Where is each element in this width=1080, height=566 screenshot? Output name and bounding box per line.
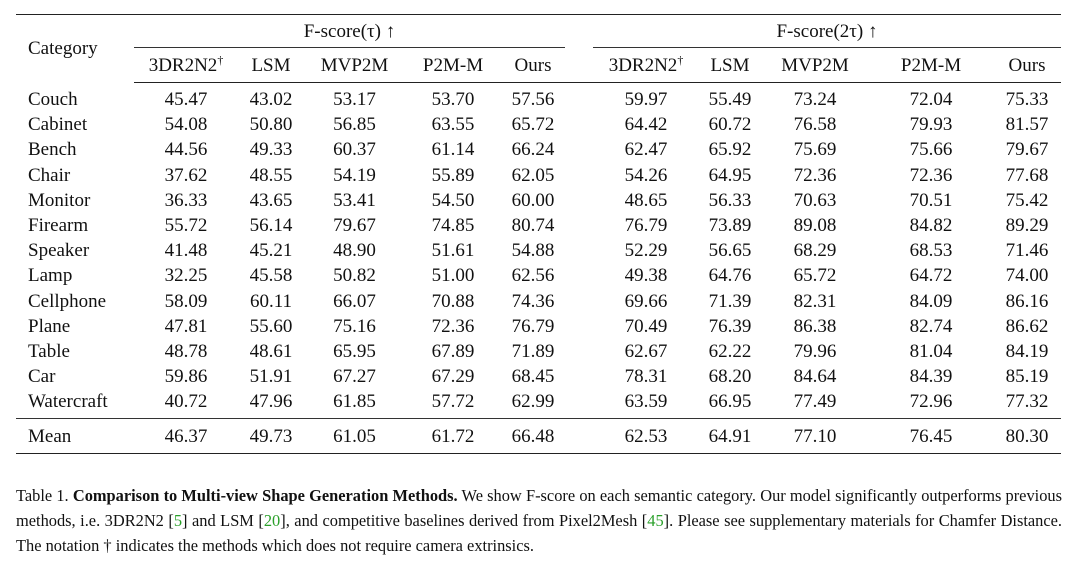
table-row: [16, 112, 1061, 137]
fscore-2tau-cell: 79.93: [909, 114, 953, 136]
category-cell: Bench: [28, 139, 77, 161]
method-header-ours: [993, 48, 1061, 83]
dagger-mark: †: [677, 52, 684, 67]
fscore-tau-cell: 45.58: [249, 265, 293, 287]
method-header-ours: [501, 48, 565, 83]
table-row: [16, 339, 1061, 364]
category-cell: Lamp: [28, 265, 73, 287]
fscore-2tau-cell: 79.96: [793, 340, 837, 362]
fscore-tau-cell: 57.56: [511, 89, 555, 111]
category-cell: Car: [28, 366, 56, 388]
fscore-tau-cell: 61.05: [304, 419, 405, 454]
method-label: MVP2M: [320, 54, 389, 76]
fscore-2tau-cell: 84.09: [909, 290, 953, 312]
citation-link[interactable]: 20: [263, 511, 281, 530]
method-label: P2M-M: [422, 54, 484, 76]
fscore-tau-cell: 62.56: [511, 265, 555, 287]
group-header-row: [16, 15, 1061, 48]
fscore-2tau-cell: 55.49: [708, 89, 752, 111]
fscore-2tau-header: F-score(2τ) ↑: [593, 15, 1061, 48]
fscore-2tau-cell: 74.00: [1005, 265, 1049, 287]
fscore-tau-cell: 71.89: [511, 340, 555, 362]
fscore-tau-cell: 74.85: [431, 215, 475, 237]
fscore-2tau-cell: 72.36: [793, 164, 837, 186]
citation-link[interactable]: 5: [173, 511, 183, 530]
fscore-2tau-cell: 77.32: [1005, 391, 1049, 413]
table-row: [16, 238, 1061, 263]
fscore-tau-cell: 45.47: [164, 89, 208, 111]
fscore-tau-cell: 58.09: [164, 290, 208, 312]
mean-row: [16, 419, 1061, 454]
fscore-2tau-cell: 84.19: [1005, 340, 1049, 362]
fscore-2tau-cell: 54.26: [624, 164, 668, 186]
fscore-tau-cell: 40.72: [164, 391, 208, 413]
table-row: [16, 364, 1061, 389]
method-label: 3DR2N2: [608, 54, 678, 76]
fscore-2tau-cell: 70.51: [909, 189, 953, 211]
fscore-2tau-cell: 70.49: [624, 315, 668, 337]
method-label: LSM: [710, 54, 750, 76]
caption-text-2: ] and LSM [: [182, 511, 264, 530]
fscore-2tau-cell: 64.95: [708, 164, 752, 186]
fscore-tau-cell: 61.85: [333, 391, 376, 413]
table-row: [16, 87, 1061, 112]
fscore-2tau-cell: 72.36: [909, 164, 953, 186]
fscore-2tau-cell: 82.31: [793, 290, 837, 312]
fscore-2tau-cell: 84.82: [909, 215, 953, 237]
fscore-2tau-cell: 76.39: [708, 315, 752, 337]
fscore-tau-cell: 80.74: [511, 215, 555, 237]
fscore-2tau-cell: 81.04: [909, 340, 953, 362]
fscore-tau-cell: 45.21: [249, 240, 293, 262]
category-cell: Table: [28, 340, 70, 362]
fscore-tau-cell: 50.82: [333, 265, 376, 287]
fscore-tau-cell: 62.05: [511, 164, 555, 186]
fscore-tau-cell: 61.72: [405, 419, 501, 454]
table-row: [16, 188, 1061, 213]
fscore-2tau-cell: 63.59: [624, 391, 668, 413]
fscore-tau-cell: 47.81: [164, 315, 208, 337]
fscore-2tau-cell: 89.08: [793, 215, 837, 237]
fscore-tau-cell: 46.37: [134, 419, 238, 454]
category-cell: Cellphone: [28, 290, 107, 312]
fscore-tau-cell: 48.61: [249, 340, 293, 362]
fscore-tau-cell: 65.95: [333, 340, 376, 362]
table-row: [16, 289, 1061, 314]
fscore-2tau-cell: 82.74: [909, 315, 953, 337]
method-label: P2M-M: [900, 54, 962, 76]
caption-text-3: ], and competitive baselines derived from Pixel2Mesh [: [280, 511, 648, 530]
fscore-2tau-cell: 68.20: [708, 366, 752, 388]
fscore-tau-cell: 57.72: [431, 391, 475, 413]
fscore-2tau-cell: 76.45: [869, 419, 993, 454]
fscore-tau-cell: 66.24: [511, 139, 555, 161]
fscore-2tau-cell: 65.92: [708, 139, 752, 161]
fscore-tau-cell: 62.99: [511, 391, 555, 413]
fscore-2tau-cell: 76.58: [793, 114, 837, 136]
fscore-2tau-cell: 84.64: [793, 366, 837, 388]
fscore-2tau-cell: 64.42: [624, 114, 668, 136]
table-row: [16, 137, 1061, 162]
fscore-tau-cell: 74.36: [511, 290, 555, 312]
fscore-tau-cell: 54.88: [511, 240, 555, 262]
fscore-tau-cell: 55.89: [431, 164, 475, 186]
fscore-2tau-cell: 56.33: [708, 189, 752, 211]
method-header-3dr2n2: [134, 48, 238, 83]
fscore-tau-cell: 49.33: [249, 139, 293, 161]
fscore-2tau-cell: 78.31: [624, 366, 668, 388]
fscore-2tau-cell: 73.24: [793, 89, 837, 111]
fscore-tau-cell: 53.17: [333, 89, 376, 111]
method-header-3dr2n2: [593, 48, 699, 83]
fscore-2tau-cell: 75.33: [1005, 89, 1049, 111]
fscore-tau-cell: 67.29: [431, 366, 475, 388]
method-label: 3DR2N2: [148, 54, 218, 76]
method-label: Ours: [1008, 54, 1046, 76]
fscore-tau-cell: 36.33: [164, 189, 208, 211]
fscore-tau-cell: 53.70: [431, 89, 475, 111]
fscore-tau-cell: 51.91: [249, 366, 293, 388]
fscore-2tau-cell: 73.89: [708, 215, 752, 237]
fscore-2tau-cell: 68.29: [793, 240, 837, 262]
fscore-tau-cell: 54.08: [164, 114, 208, 136]
caption-text-4: ]. Please see supplementary materials for Chamfer Distance. The notation † indicates the methods which does not require camera extrinsics.: [16, 511, 1063, 555]
method-header-row: [16, 48, 1061, 83]
fscore-2tau-cell: 49.38: [624, 265, 668, 287]
method-header-p2m-m: [405, 48, 501, 83]
fscore-2tau-cell: 65.72: [793, 265, 837, 287]
fscore-2tau-cell: 77.10: [761, 419, 869, 454]
method-label: Ours: [514, 54, 552, 76]
method-header-lsm: [699, 48, 761, 83]
fscore-2tau-cell: 89.29: [1005, 215, 1049, 237]
category-cell: Speaker: [28, 240, 90, 262]
fscore-2tau-cell: 52.29: [624, 240, 668, 262]
fscore-2tau-cell: 72.96: [909, 391, 953, 413]
category-header: Category: [28, 38, 98, 60]
fscore-tau-cell: 59.86: [164, 366, 208, 388]
fscore-2tau-cell: 64.91: [699, 419, 761, 454]
fscore-tau-cell: 55.72: [164, 215, 208, 237]
fscore-tau-cell: 48.78: [164, 340, 208, 362]
fscore-tau-cell: 41.48: [164, 240, 208, 262]
fscore-2tau-cell: 86.38: [793, 315, 837, 337]
fscore-2tau-cell: 60.72: [708, 114, 752, 136]
caption-text-1: We show F-score on each semantic category. Our model significantly outperforms previous methods, i.e. 3DR2N2 [: [16, 486, 1062, 530]
category-cell: Chair: [28, 164, 71, 186]
fscore-tau-cell: 61.14: [431, 139, 475, 161]
fscore-2tau-cell: 48.65: [624, 189, 668, 211]
fscore-tau-cell: 67.89: [431, 340, 475, 362]
caption-title: Comparison to Multi-view Shape Generation Methods.: [72, 486, 458, 505]
fscore-2tau-cell: 62.67: [624, 340, 668, 362]
fscore-2tau-cell: 77.49: [793, 391, 837, 413]
fscore-2tau-cell: 62.53: [593, 419, 699, 454]
results-table: [16, 14, 1061, 454]
fscore-2tau-cell: 80.30: [993, 419, 1061, 454]
fscore-2tau-cell: 79.67: [1005, 139, 1049, 161]
fscore-2tau-cell: 56.65: [708, 240, 752, 262]
fscore-2tau-cell: 86.62: [1005, 315, 1049, 337]
table-row: [16, 263, 1061, 288]
fscore-2tau-cell: 85.19: [1005, 366, 1049, 388]
fscore-2tau-cell: 68.53: [909, 240, 953, 262]
method-header-mvp2m: [304, 48, 405, 83]
fscore-tau-cell: 60.37: [333, 139, 376, 161]
fscore-tau-cell: 66.07: [333, 290, 376, 312]
fscore-tau-cell: 60.11: [249, 290, 293, 312]
caption-label: Table 1.: [16, 486, 69, 505]
fscore-2tau-cell: 62.22: [708, 340, 752, 362]
fscore-tau-cell: 70.88: [431, 290, 475, 312]
fscore-tau-cell: 67.27: [333, 366, 376, 388]
category-cell: Plane: [28, 315, 71, 337]
fscore-2tau-cell: 75.66: [909, 139, 953, 161]
category-cell: Watercraft: [28, 391, 108, 413]
fscore-2tau-cell: 70.63: [793, 189, 837, 211]
fscore-tau-cell: 56.85: [333, 114, 376, 136]
results-table-container: [16, 14, 1061, 454]
fscore-tau-cell: 72.36: [431, 315, 475, 337]
fscore-tau-header: F-score(τ) ↑: [134, 15, 565, 48]
fscore-tau-cell: 56.14: [249, 215, 293, 237]
fscore-tau-cell: 43.65: [249, 189, 293, 211]
category-cell: Couch: [28, 89, 78, 111]
citation-link[interactable]: 45: [647, 511, 664, 530]
category-cell: Cabinet: [28, 114, 88, 136]
fscore-tau-cell: 54.19: [333, 164, 376, 186]
fscore-tau-cell: 79.67: [333, 215, 376, 237]
fscore-tau-cell: 55.60: [249, 315, 293, 337]
fscore-2tau-cell: 84.39: [909, 366, 953, 388]
fscore-tau-cell: 76.79: [511, 315, 555, 337]
category-cell: Firearm: [28, 215, 89, 237]
fscore-2tau-cell: 75.42: [1005, 189, 1049, 211]
fscore-tau-cell: 54.50: [431, 189, 475, 211]
table-row: [16, 314, 1061, 339]
fscore-tau-cell: 65.72: [511, 114, 555, 136]
table-row: [16, 163, 1061, 188]
fscore-2tau-cell: 86.16: [1005, 290, 1049, 312]
fscore-2tau-cell: 81.57: [1005, 114, 1049, 136]
fscore-tau-cell: 32.25: [164, 265, 208, 287]
dagger-mark: †: [217, 52, 224, 67]
fscore-tau-cell: 51.61: [431, 240, 475, 262]
fscore-2tau-cell: 64.76: [708, 265, 752, 287]
fscore-2tau-cell: 76.79: [624, 215, 668, 237]
fscore-2tau-cell: 77.68: [1005, 164, 1049, 186]
fscore-tau-cell: 43.02: [249, 89, 293, 111]
table-caption: [16, 483, 1062, 558]
fscore-tau-cell: 63.55: [431, 114, 475, 136]
fscore-2tau-cell: 64.72: [909, 265, 953, 287]
fscore-2tau-cell: 69.66: [624, 290, 668, 312]
table-row: [16, 213, 1061, 238]
fscore-2tau-cell: 62.47: [624, 139, 668, 161]
fscore-tau-cell: 66.48: [501, 419, 565, 454]
method-header-mvp2m: [761, 48, 869, 83]
fscore-tau-cell: 44.56: [164, 139, 208, 161]
fscore-tau-cell: 51.00: [431, 265, 475, 287]
category-cell: Monitor: [28, 189, 91, 211]
fscore-tau-cell: 48.55: [249, 164, 293, 186]
fscore-2tau-cell: 71.39: [708, 290, 752, 312]
fscore-tau-cell: 68.45: [511, 366, 555, 388]
table-row: [16, 389, 1061, 414]
method-header-p2m-m: [869, 48, 993, 83]
fscore-2tau-cell: 75.69: [793, 139, 837, 161]
fscore-tau-cell: 50.80: [249, 114, 293, 136]
fscore-2tau-cell: 72.04: [909, 89, 953, 111]
fscore-tau-cell: 37.62: [164, 164, 208, 186]
fscore-2tau-cell: 59.97: [624, 89, 668, 111]
fscore-tau-cell: 75.16: [333, 315, 376, 337]
fscore-2tau-cell: 71.46: [1005, 240, 1049, 262]
method-header-lsm: [238, 48, 304, 83]
fscore-2tau-cell: 66.95: [708, 391, 752, 413]
category-cell: Mean: [16, 419, 134, 454]
fscore-tau-cell: 49.73: [238, 419, 304, 454]
fscore-tau-cell: 48.90: [333, 240, 376, 262]
fscore-tau-cell: 53.41: [333, 189, 376, 211]
method-label: LSM: [251, 54, 291, 76]
fscore-tau-cell: 47.96: [249, 391, 293, 413]
fscore-tau-cell: 60.00: [511, 189, 555, 211]
method-label: MVP2M: [781, 54, 849, 76]
